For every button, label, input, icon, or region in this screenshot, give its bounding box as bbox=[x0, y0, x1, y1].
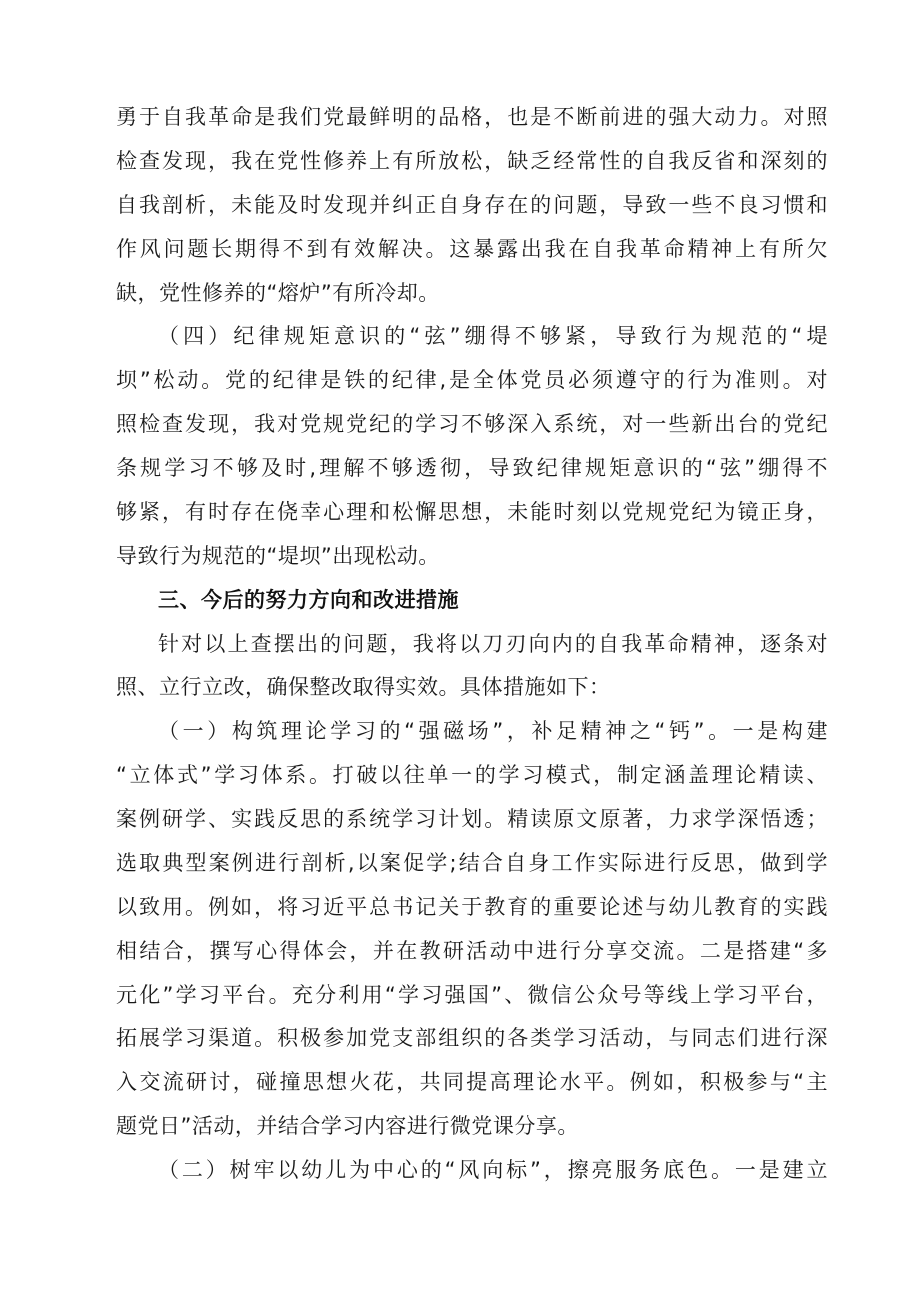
text-line: 拓展学习渠道。积极参加党支部组织的各类学习活动，与同志们进行深 bbox=[116, 1026, 828, 1050]
text-line: 勇于自我革命是我们党最鲜明的品格，也是不断前进的强大动力。对照 bbox=[116, 105, 828, 129]
text-line: “立体式”学习体系。打破以往单一的学习模式，制定涵盖理论精读、 bbox=[116, 763, 828, 787]
text-line: 照检查发现，我对党规党纪的学习不够深入系统，对一些新出台的党纪 bbox=[116, 412, 828, 436]
text-line: 条规学习不够及时,理解不够透彻，导致纪律规矩意识的“弦”绷得不 bbox=[116, 456, 828, 480]
text-line: 入交流研讨，碰撞思想火花，共同提高理论水平。例如，积极参与“主 bbox=[116, 1070, 828, 1094]
text-line: 以致用。例如，将习近平总书记关于教育的重要论述与幼儿教育的实践 bbox=[116, 895, 828, 919]
text-line: 题党日”活动，并结合学习内容进行微党课分享。 bbox=[116, 1114, 579, 1138]
text-line: 元化”学习平台。充分利用“学习强国”、微信公众号等线上学习平台， bbox=[116, 983, 828, 1007]
text-line: 相结合，撰写心得体会，并在教研活动中进行分享交流。二是搭建“多 bbox=[116, 939, 828, 963]
text-line: 自我剖析，未能及时发现并纠正自身存在的问题，导致一些不良习惯和 bbox=[116, 193, 828, 217]
text-line: 检查发现，我在党性修养上有所放松，缺乏经常性的自我反省和深刻的 bbox=[116, 149, 828, 173]
text-line: 针对以上查摆出的问题，我将以刀刃向内的自我革命精神，逐条对 bbox=[158, 632, 828, 656]
text-line: 选取典型案例进行剖析,以案促学;结合自身工作实际进行反思，做到学 bbox=[116, 851, 828, 875]
text-line: （一）构筑理论学习的“强磁场”，补足精神之“钙”。一是构建 bbox=[158, 719, 828, 743]
text-line: 案例研学、实践反思的系统学习计划。精读原文原著，力求学深悟透； bbox=[116, 807, 828, 831]
text-line: 坝”松动。党的纪律是铁的纪律,是全体党员必须遵守的行为准则。对 bbox=[116, 368, 828, 392]
text-line: 缺，党性修养的“熔炉”有所冷却。 bbox=[116, 281, 440, 305]
text-line: 够紧，有时存在侥幸心理和松懈思想，未能时刻以党规党纪为镜正身， bbox=[116, 500, 828, 524]
section-heading: 三、今后的努力方向和改进措施 bbox=[158, 588, 459, 612]
text-line: 导致行为规范的“堤坝”出现松动。 bbox=[116, 544, 440, 568]
text-line: （二）树牢以幼儿为中心的“风向标”，擦亮服务底色。一是建立 bbox=[158, 1158, 828, 1182]
text-line: 照、立行立改，确保整改取得实效。具体措施如下： bbox=[116, 675, 611, 699]
text-line: （四）纪律规矩意识的“弦”绷得不够紧，导致行为规范的“堤 bbox=[158, 324, 828, 348]
text-line: 作风问题长期得不到有效解决。这暴露出我在自我革命精神上有所欠 bbox=[116, 237, 828, 261]
